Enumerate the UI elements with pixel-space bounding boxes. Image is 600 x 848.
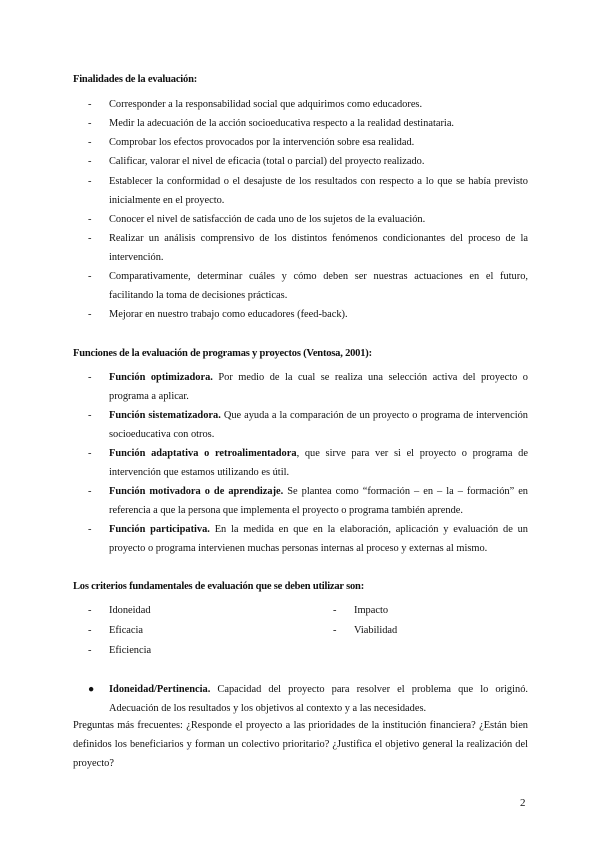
list-item: - Conocer el nivel de satisfacción de cada uno de los sujetos de la evaluación. [88,214,426,225]
criteria-item: - Eficacia [88,625,144,636]
questions-paragraph: Preguntas más frecuentes: ¿Responde el proyecto a las prioridades de la institución financiera? ¿Están bien definidos los beneficiarios y forman un colectivo prioritario? ¿Justifica el objetivo general la realización del proyecto? [73,720,528,769]
section-heading-finalidades: Finalidades de la evaluación: [73,74,198,85]
list-item: - Corresponder a la responsabilidad social que adquirimos como educadores. [88,99,423,110]
list-item: - Función motivadora o de aprendizaje. Se plantea como “formación – en – la – formación” en referencia a que la persona que implementa el proyecto o programa también aprende. [88,486,528,516]
list-item: - Función participativa. En la medida en que en la elaboración, aplicación y evaluación de un proyecto o programa intervienen muchas personas internas al proceso y externas al mismo. [88,524,528,554]
criteria-item: - Eficiencia [88,645,152,656]
list-item: - Comprobar los efectos provocados por la intervención sobre esa realidad. [88,137,415,148]
page-number: 2 [520,797,526,809]
section-heading-funciones: Funciones de la evaluación de programas y proyectos (Ventosa, 2001): [73,348,372,359]
list-item: - Función optimizadora. Por medio de la cual se realiza una selección activa del proyecto o programa a aplicar. [88,372,529,402]
list-item: - Establecer la conformidad o el desajuste de los resultados con respecto a lo que se había previsto inicialmente en el proyecto. [88,176,528,206]
criteria-item: - Viabilidad [333,625,398,636]
criteria-item: - Impacto [333,605,389,616]
list-item: - Función adaptativa o retroalimentadora, que sirve para ver si el proyecto o programa de intervención que estamos utilizando es útil. [88,448,528,478]
list-item: - Función sistematizadora. Que ayuda a la comparación de un proyecto o programa de intervención socioeducativa con otros. [88,410,529,440]
criteria-item: - Idoneidad [88,605,151,616]
list-item: - Medir la adecuación de la acción socioeducativa respecto a la realidad destinataria. [88,118,455,129]
section-heading-criterios: Los criterios fundamentales de evaluación que se deben utilizar son: [73,581,364,592]
list-item: - Mejorar en nuestro trabajo como educadores (feed-back). [88,309,348,320]
list-item: - Realizar un análisis comprensivo de los distintos fenómenos condicionantes del proceso de la intervención. [88,233,528,263]
bullet-dot-icon: ● [88,684,95,695]
list-item: - Comparativamente, determinar cuáles y cómo deben ser nuestras actuaciones en el futuro, facilitando la toma de decisiones prácticas. [88,271,528,301]
criterion-definition: ● Idoneidad/Pertinencia. Capacidad del proyecto para resolver el problema que lo originó. Adecuación de los resultados y los objetivos al contexto y a las necesidades. [88,680,528,718]
list-item: - Calificar, valorar el nivel de eficacia (total o parcial) del proyecto realizado. [88,156,425,167]
